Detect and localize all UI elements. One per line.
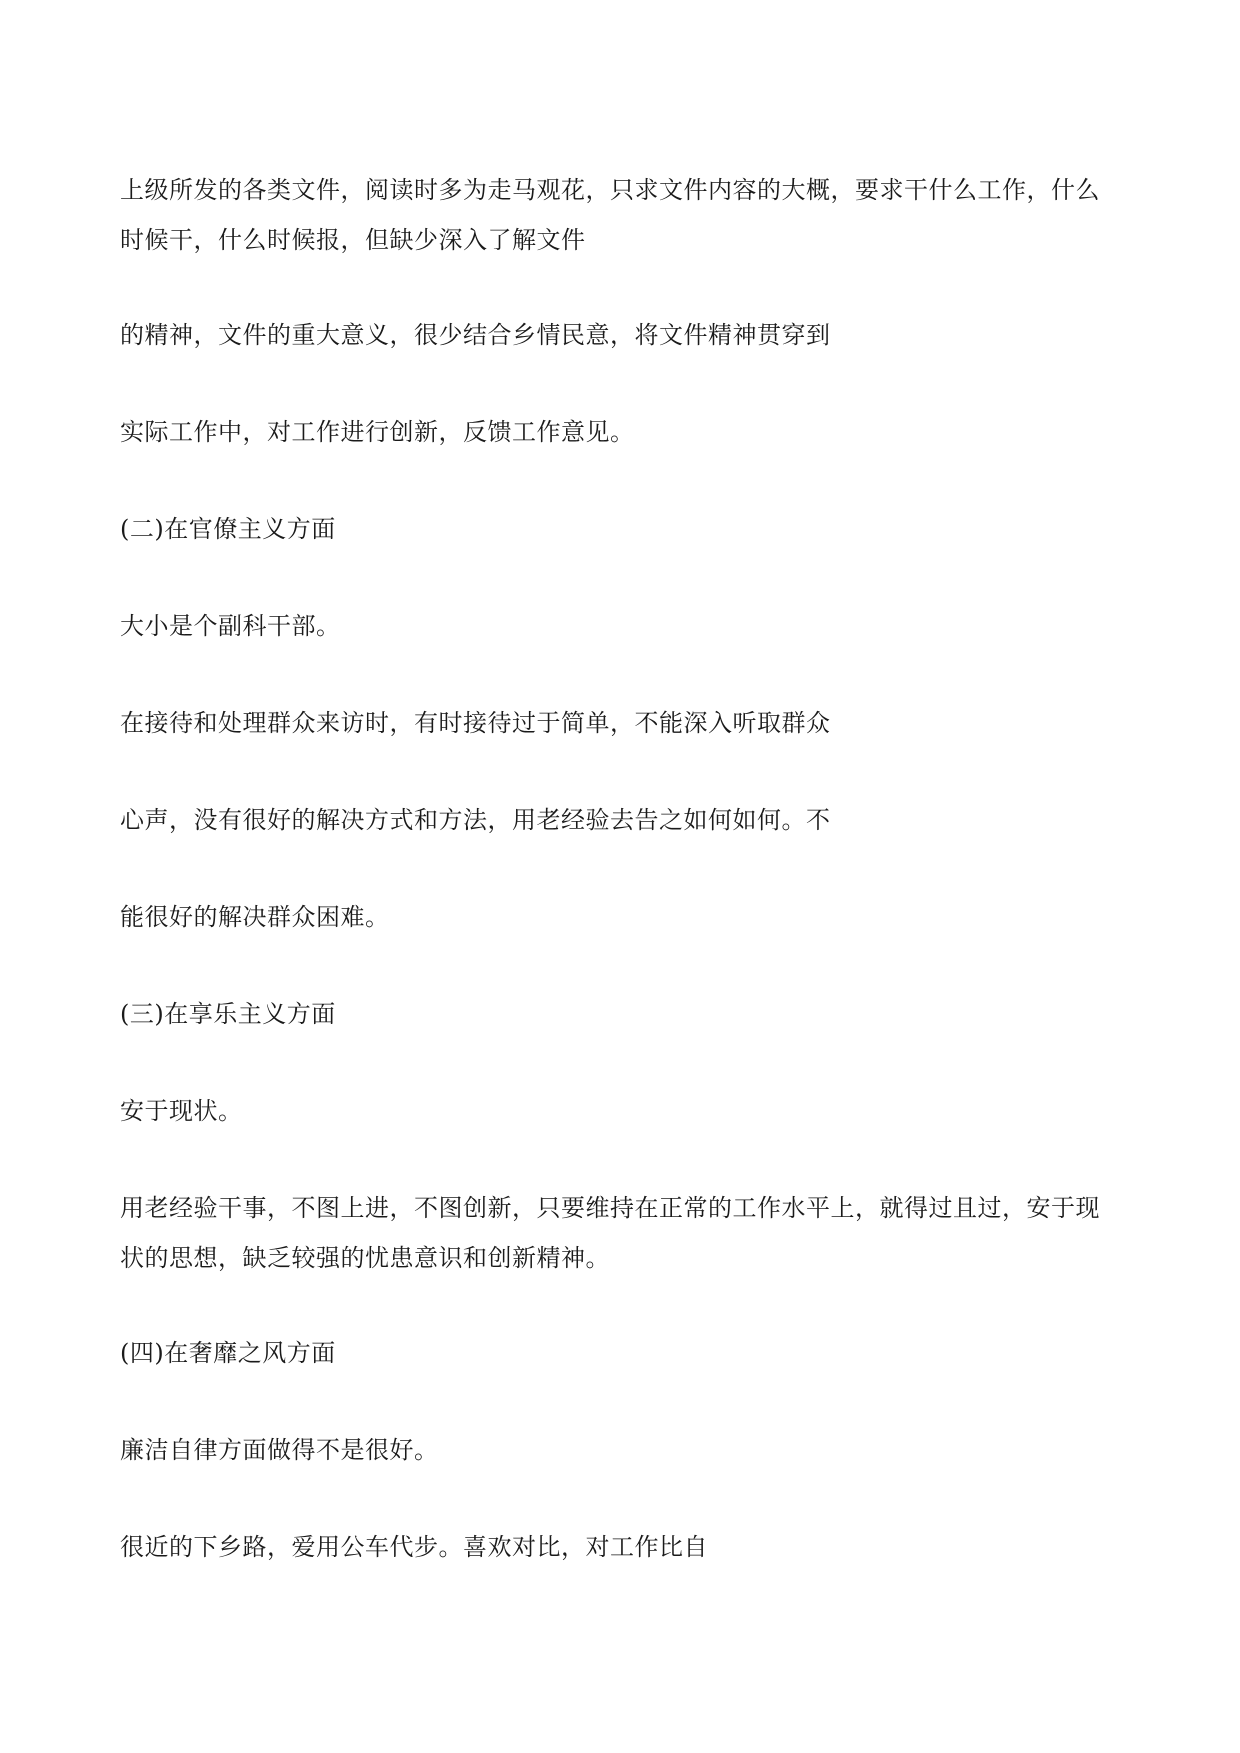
section-heading [120,1328,1130,1378]
text-line: 时候干，什么时候报，但缺少深入了解文件 [120,226,586,254]
text-line: 安于现状。 [120,1097,243,1125]
paragraph [120,698,1130,748]
text-line: 实际工作中，对工作进行创新，反馈工作意见。 [120,418,635,446]
paragraph [120,601,1130,651]
section-heading [120,989,1130,1039]
text-line: 能很好的解决群众困难。 [120,903,390,931]
paragraph [120,310,1130,360]
text-line: (三)在享乐主义方面 [120,1000,336,1028]
text-line: (四)在奢靡之风方面 [120,1339,336,1367]
paragraph [120,1086,1130,1136]
paragraph [120,407,1130,457]
text-line: 的精神，文件的重大意义，很少结合乡情民意，将文件精神贯穿到 [120,321,831,349]
paragraph [120,1425,1130,1475]
text-line: 用老经验干事，不图上进，不图创新，只要维持在正常的工作水平上，就得过且过，安于现 [120,1194,1100,1222]
paragraph [120,795,1130,845]
paragraph [120,1522,1130,1572]
text-line: 状的思想，缺乏较强的忧患意识和创新精神。 [120,1244,610,1272]
paragraph [120,165,1130,265]
text-line: 在接待和处理群众来访时，有时接待过于简单，不能深入听取群众 [120,709,831,737]
section-heading [120,504,1130,554]
text-line: 大小是个副科干部。 [120,612,341,640]
paragraph [120,892,1130,942]
text-line: 心声，没有很好的解决方式和方法，用老经验去告之如何如何。不 [120,806,831,834]
text-line: (二)在官僚主义方面 [120,515,336,543]
text-line: 廉洁自律方面做得不是很好。 [120,1436,439,1464]
text-line: 很近的下乡路，爱用公车代步。喜欢对比，对工作比自 [120,1533,708,1561]
text-line: 上级所发的各类文件，阅读时多为走马观花，只求文件内容的大概，要求干什么工作，什么 [120,176,1100,204]
paragraph [120,1183,1130,1283]
